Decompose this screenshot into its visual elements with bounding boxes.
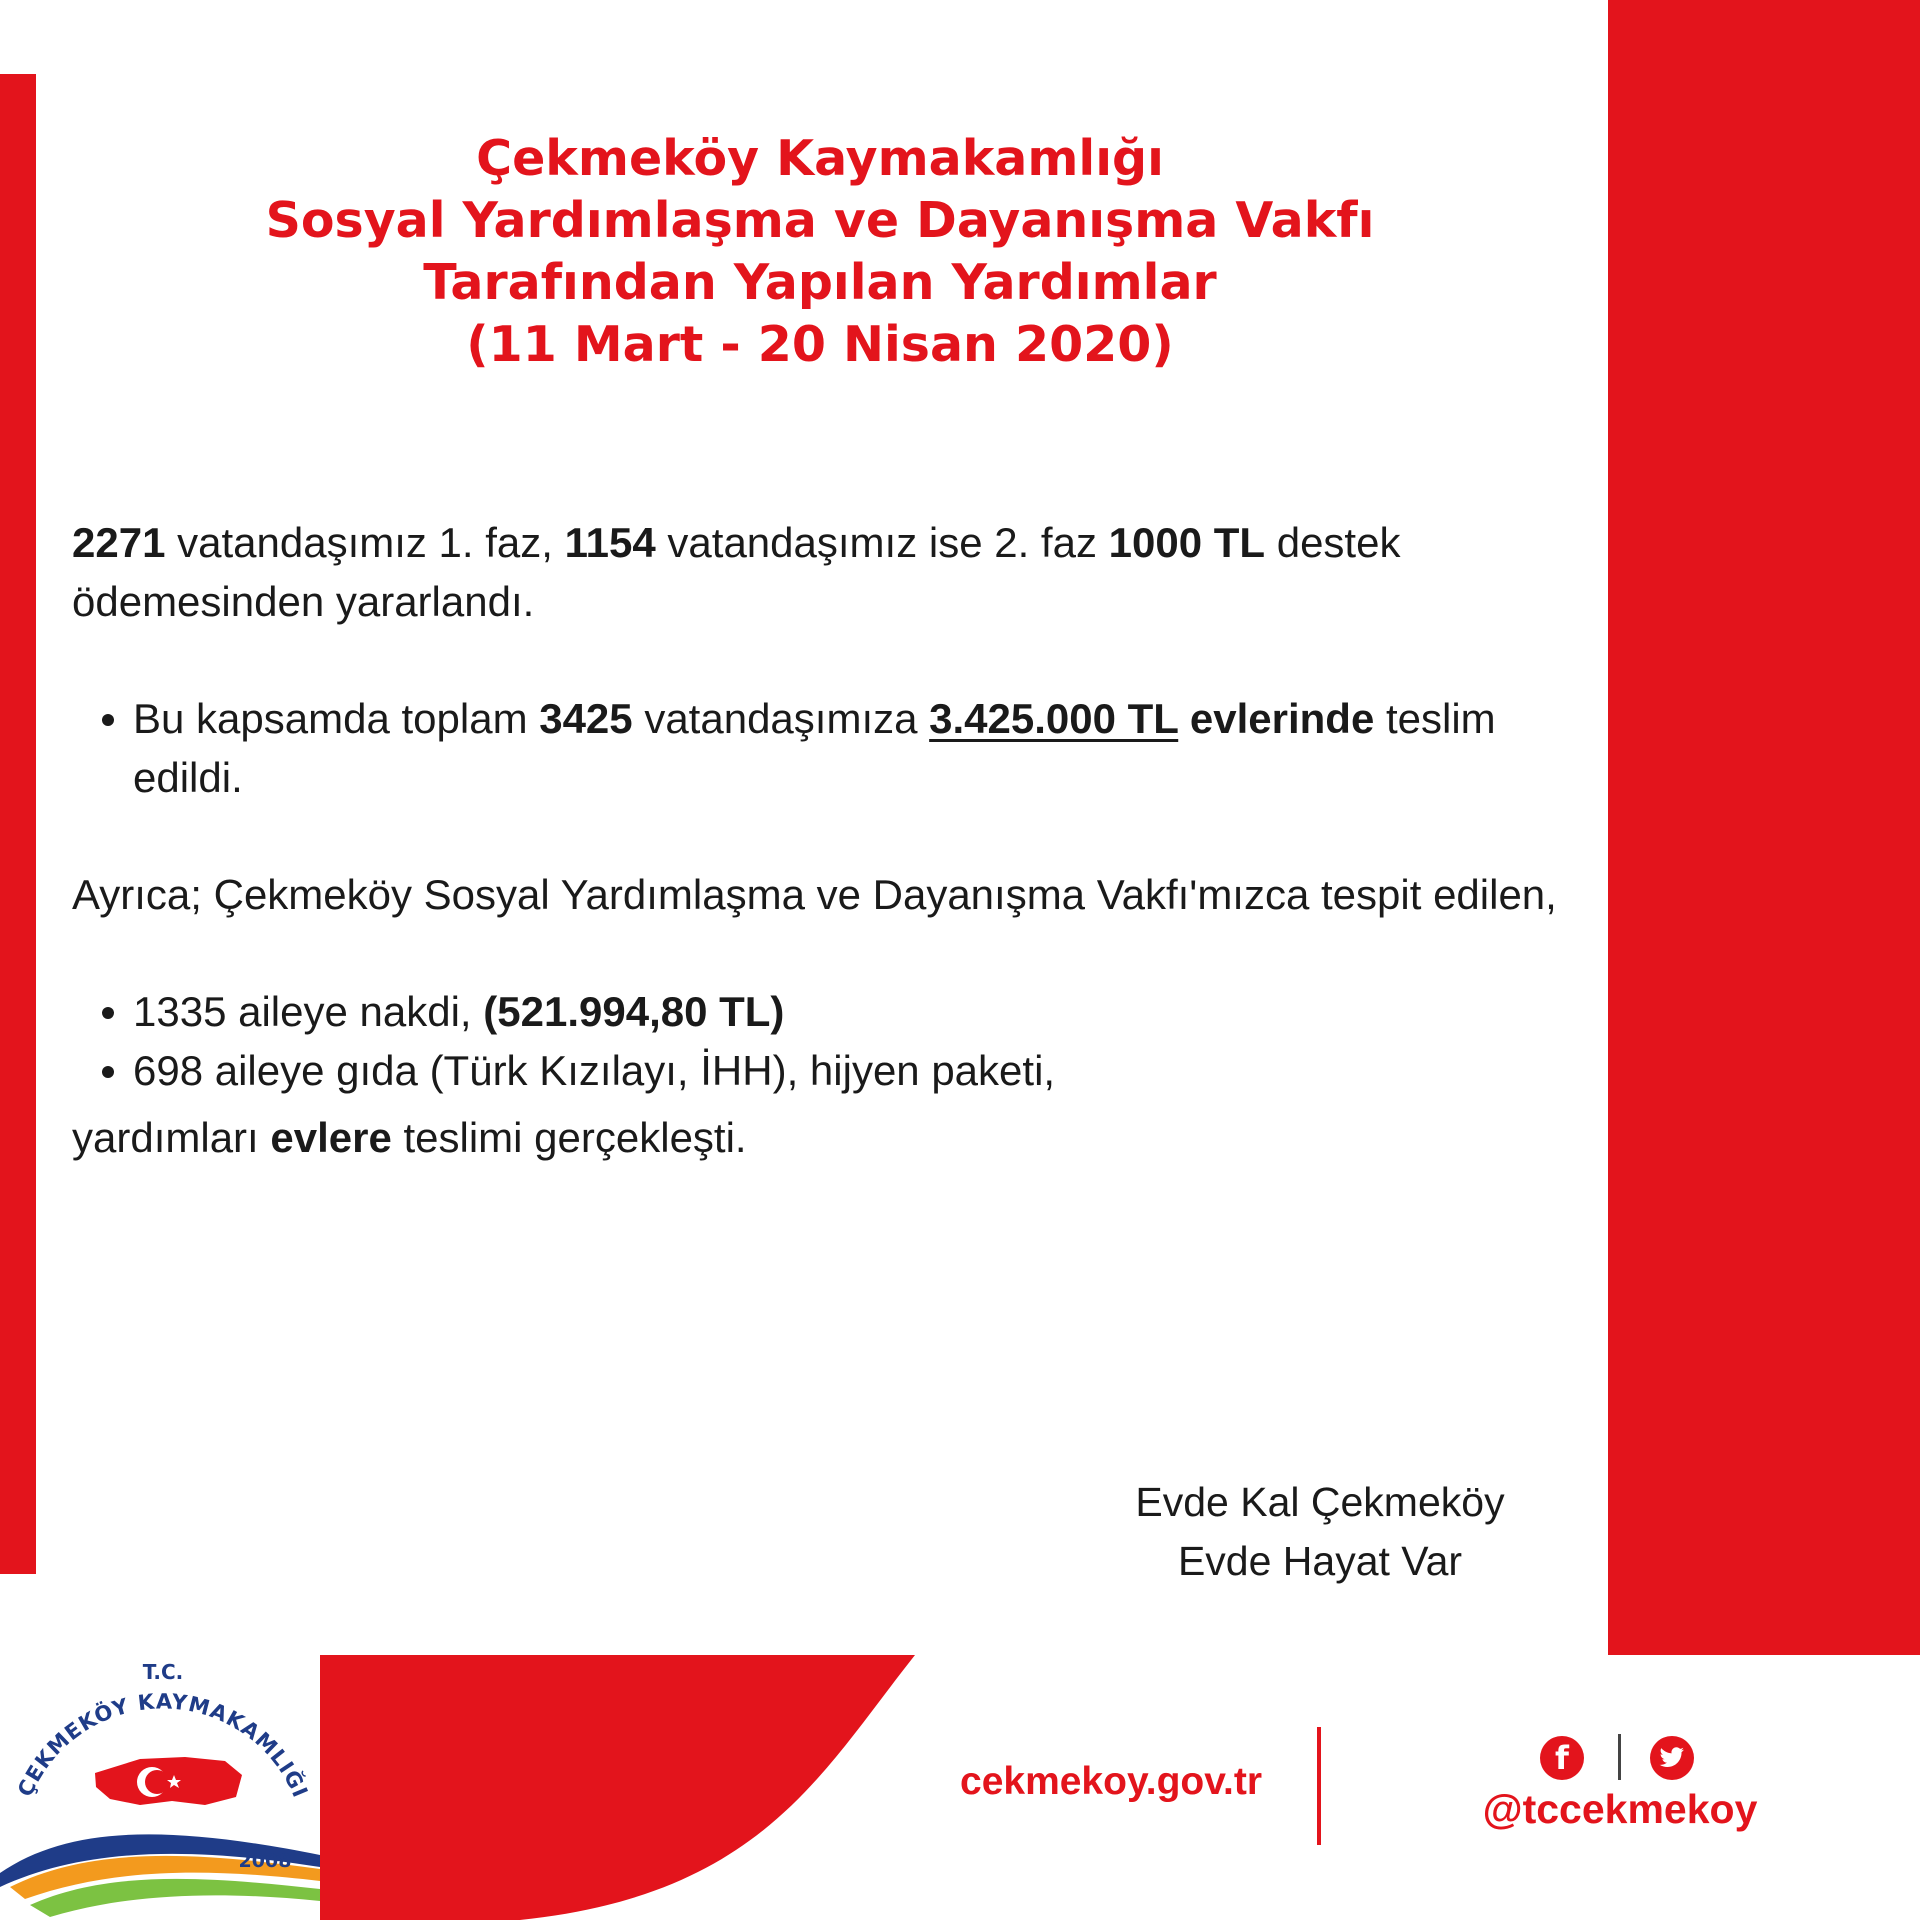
- twitter-bird-icon: [1659, 1747, 1685, 1769]
- text-segment: vatandaşımız ise 2. faz: [655, 519, 1109, 566]
- slogan: [1080, 1473, 1560, 1591]
- social-separator: [1618, 1734, 1621, 1780]
- text-segment: 1335 aileye nakdi,: [133, 988, 484, 1035]
- right-red-bar: [1608, 0, 1920, 1655]
- title-line-1: Çekmeköy Kaymakamlığı: [476, 130, 1164, 187]
- paragraph-phase-support: [72, 513, 1592, 631]
- text-segment: vatandaşımıza: [632, 695, 930, 742]
- amount-total: 3.425.000 TL: [929, 695, 1179, 742]
- list-item: [133, 982, 1592, 1041]
- footer-divider: [1317, 1727, 1321, 1845]
- bullet-list-2: [72, 982, 1592, 1100]
- title-line-4: (11 Mart - 20 Nisan 2020): [466, 316, 1174, 373]
- kaymakamlik-logo: [0, 1655, 320, 1920]
- text-segment: yardımları: [72, 1114, 271, 1161]
- text-segment: destek ödemesinden yararlandı.: [72, 519, 1401, 625]
- count-3425: 3425: [539, 695, 633, 742]
- body-content: [72, 513, 1592, 1167]
- text-bold-evlerinde: evlerinde: [1178, 695, 1375, 742]
- text-segment: Bu kapsamda toplam: [133, 695, 540, 742]
- paragraph-delivery: [72, 1108, 1592, 1167]
- text-segment: vatandaşımız 1. faz,: [165, 519, 565, 566]
- twitter-icon[interactable]: [1650, 1736, 1694, 1780]
- list-item: [133, 689, 1592, 807]
- logo: [0, 1655, 320, 1920]
- slogan-line-1: Evde Kal Çekmeköy: [1135, 1479, 1505, 1525]
- text-segment: teslim edildi.: [133, 695, 1496, 801]
- turkey-map-icon: [95, 1757, 242, 1805]
- page-title: [120, 128, 1520, 376]
- list-item: 698 aileye gıda (Türk Kızılayı, İHH), hijyen paketi,: [133, 1041, 1592, 1100]
- logo-tc: T.C.: [142, 1660, 184, 1684]
- title-line-3: Tarafından Yapılan Yardımlar: [423, 254, 1217, 311]
- title-line-2: Sosyal Yardımlaşma ve Dayanışma Vakfı: [265, 192, 1375, 249]
- website-link[interactable]: cekmekoy.gov.tr: [960, 1760, 1263, 1803]
- social-links: [1460, 1732, 1780, 1792]
- logo-year: 2008: [238, 1850, 292, 1872]
- count-1154: 1154: [564, 519, 656, 566]
- left-red-bar: [0, 74, 36, 1574]
- amount-cash: (521.994,80 TL): [483, 988, 785, 1035]
- bullet-list-1: [72, 689, 1592, 807]
- text-bold-evlere: evlere: [270, 1114, 392, 1161]
- amount-1000tl: 1000 TL: [1108, 519, 1266, 566]
- count-2271: 2271: [72, 519, 166, 566]
- slogan-line-2: Evde Hayat Var: [1177, 1538, 1463, 1584]
- paragraph-additionally: Ayrıca; Çekmeköy Sosyal Yardımlaşma ve Dayanışma Vakfı'mızca tespit edilen,: [72, 871, 1557, 918]
- social-handle[interactable]: @tccekmekoy: [1482, 1786, 1758, 1832]
- logo-arc-text: ÇEKMEKÖY KAYMAKAMLIĞI: [13, 1689, 313, 1802]
- text-segment: teslimi gerçekleşti.: [391, 1114, 747, 1161]
- facebook-icon[interactable]: f: [1540, 1736, 1584, 1780]
